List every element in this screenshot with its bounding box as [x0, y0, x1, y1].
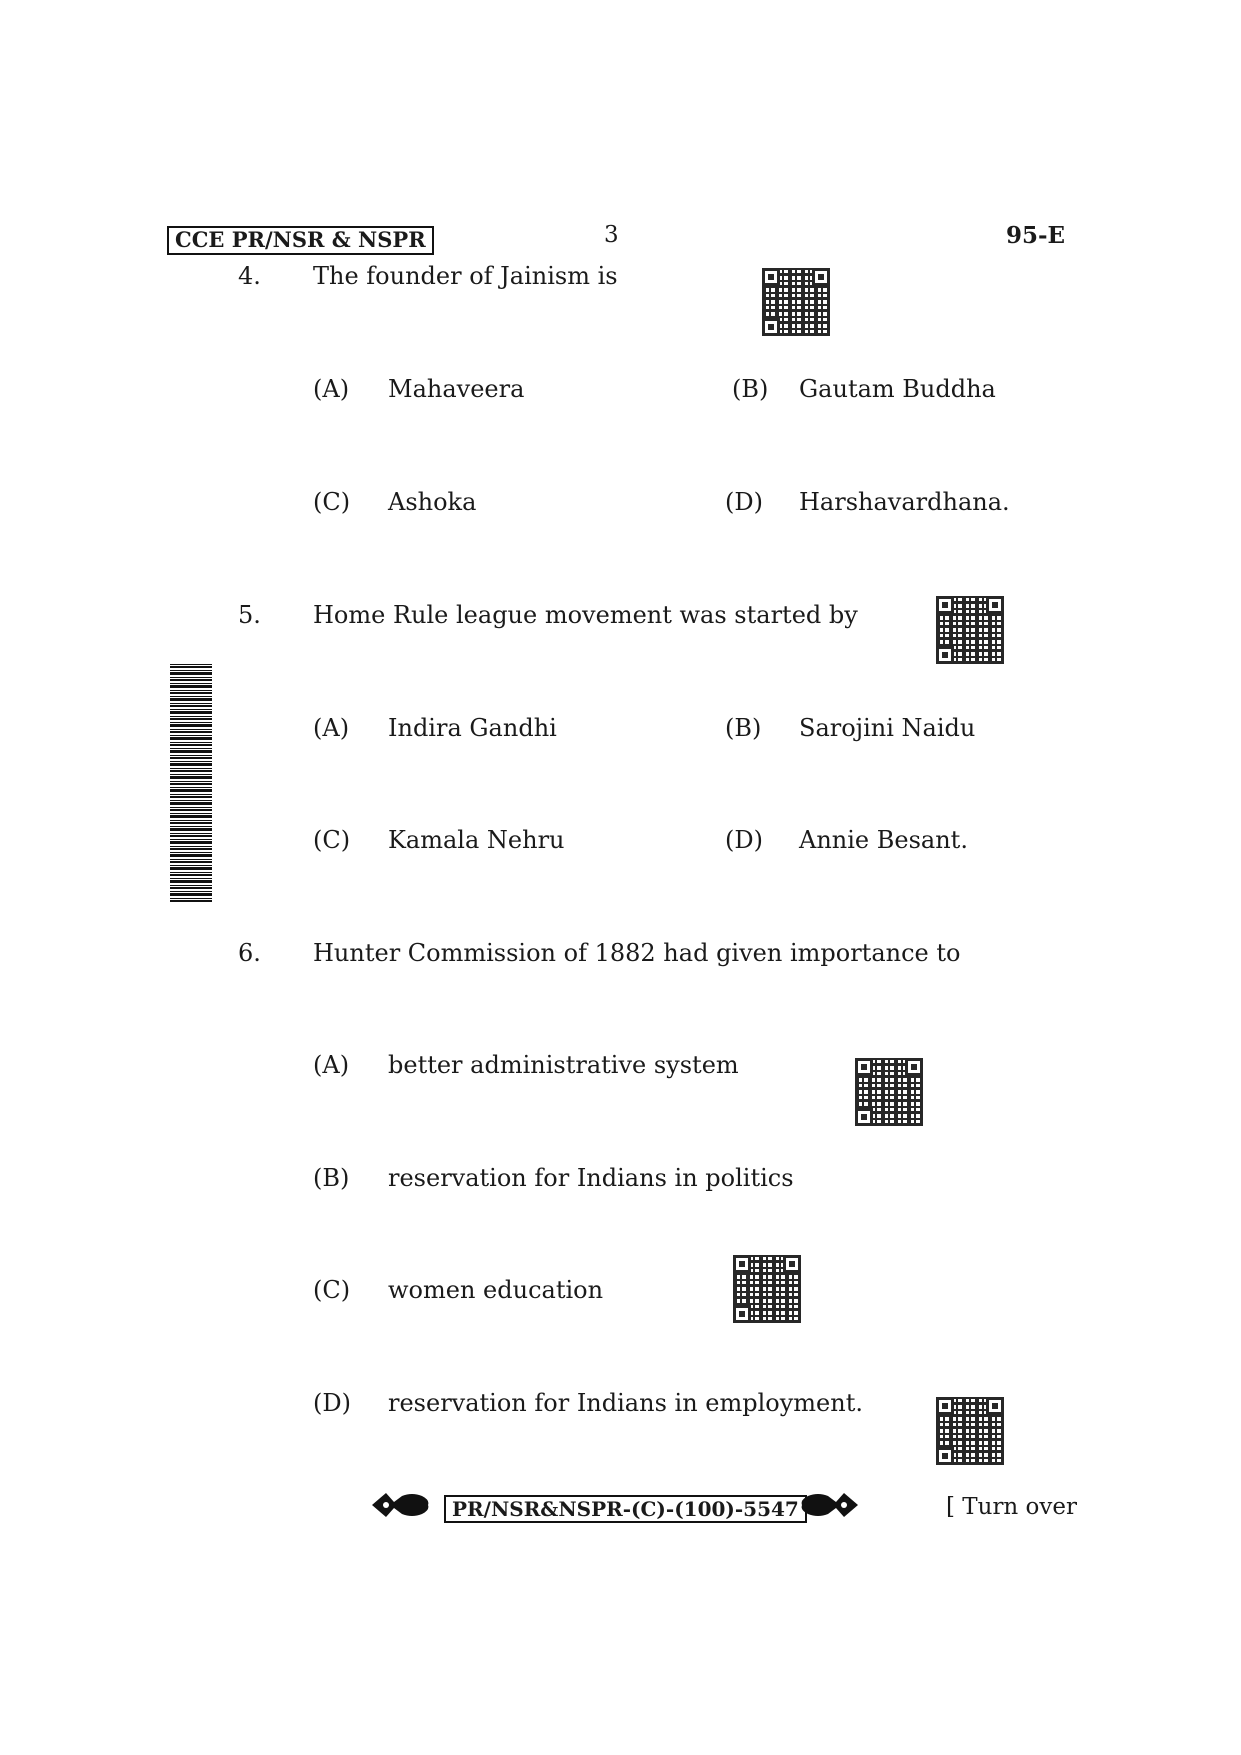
option-label: (B)	[725, 714, 762, 742]
question-number: 6.	[238, 939, 261, 967]
question-text: The founder of Jainism is	[313, 262, 618, 290]
option-label: (D)	[725, 826, 763, 854]
option-label: (C)	[313, 1276, 351, 1304]
option-label: (D)	[313, 1389, 351, 1417]
option-label: (A)	[313, 1051, 350, 1079]
option-text: Gautam Buddha	[799, 375, 996, 403]
option-text: Annie Besant.	[799, 826, 968, 854]
footer-code: PR/NSR&NSPR-(C)-(100)-5547	[444, 1495, 807, 1523]
option-text: reservation for Indians in politics	[388, 1164, 794, 1192]
option-text: Indira Gandhi	[388, 714, 557, 742]
option-text: Mahaveera	[388, 375, 525, 403]
ornament-right-icon	[800, 1490, 858, 1520]
option-label: (D)	[725, 488, 763, 516]
question-text: Hunter Commission of 1882 had given importance to	[313, 939, 961, 967]
turn-over-note: [ Turn over	[946, 1494, 1078, 1520]
page-number: 3	[604, 222, 619, 248]
header-right-code: 95-E	[1006, 222, 1066, 249]
option-label: (B)	[732, 375, 769, 403]
option-label: (C)	[313, 826, 351, 854]
option-text: women education	[388, 1276, 604, 1304]
question-number: 5.	[238, 601, 261, 629]
option-text: reservation for Indians in employment.	[388, 1389, 863, 1417]
option-text: Kamala Nehru	[388, 826, 565, 854]
barcode-icon	[170, 664, 212, 902]
option-text: Harshavardhana.	[799, 488, 1010, 516]
option-text: better administrative system	[388, 1051, 739, 1079]
question-text: Home Rule league movement was started by	[313, 601, 858, 629]
qr-code-icon	[936, 596, 1004, 664]
option-text: Ashoka	[388, 488, 477, 516]
option-label: (A)	[313, 714, 350, 742]
option-label: (C)	[313, 488, 351, 516]
option-text: Sarojini Naidu	[799, 714, 976, 742]
option-label: (A)	[313, 375, 350, 403]
header-left-code: CCE PR/NSR & NSPR	[167, 226, 434, 255]
qr-code-icon	[936, 1397, 1004, 1465]
option-label: (B)	[313, 1164, 350, 1192]
qr-code-icon	[762, 268, 830, 336]
question-number: 4.	[238, 262, 261, 290]
qr-code-icon	[855, 1058, 923, 1126]
qr-code-icon	[733, 1255, 801, 1323]
ornament-left-icon	[372, 1490, 430, 1520]
